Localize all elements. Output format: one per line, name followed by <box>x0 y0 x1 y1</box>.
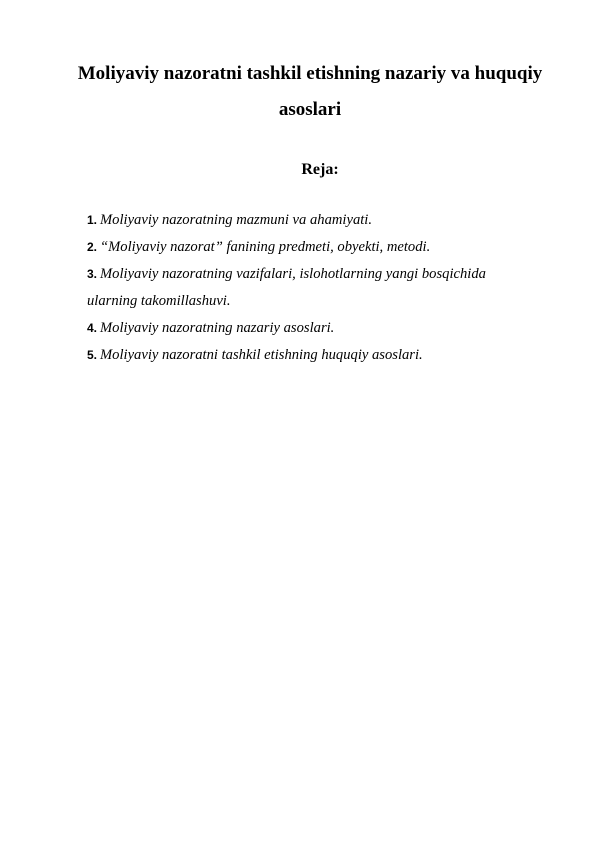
plan-item-text: Moliyaviy nazoratning nazariy asoslari. <box>100 320 335 336</box>
plan-item <box>87 207 527 234</box>
plan-heading: Reja: <box>301 161 339 178</box>
plan-item-number: 3. <box>87 267 98 281</box>
plan-list <box>87 207 527 369</box>
plan-item-text: Moliyaviy nazoratni tashkil etishning huquqiy asoslari. <box>100 347 423 363</box>
plan-item-number: 2. <box>87 240 98 254</box>
plan-item <box>87 315 527 342</box>
plan-item-number: 5. <box>87 348 98 362</box>
plan-item-text: “Moliyaviy nazorat” fanining predmeti, obyekti, metodi. <box>100 239 431 255</box>
plan-item-text: Moliyaviy nazoratning vazifalari, islohotlarning yangi bosqichida ularning takomillashuvi. <box>87 266 486 309</box>
plan-item-number: 4. <box>87 321 98 335</box>
plan-item-number: 1. <box>87 213 98 227</box>
document-title: Moliyaviy nazoratni tashkil etishning nazariy va huquqiy asoslari <box>77 63 543 120</box>
plan-item <box>87 261 527 315</box>
plan-item-text: Moliyaviy nazoratning mazmuni va ahamiyati. <box>100 212 372 228</box>
plan-item <box>87 342 527 369</box>
plan-item <box>87 234 527 261</box>
